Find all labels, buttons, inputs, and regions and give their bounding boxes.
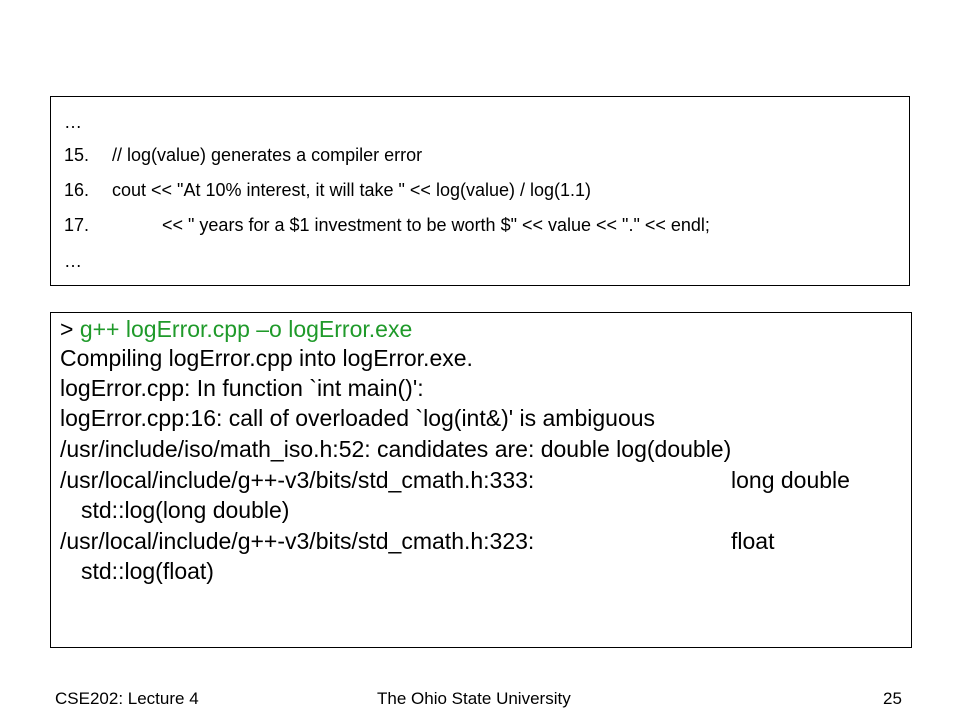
footer-course: CSE202: Lecture 4 (55, 689, 199, 708)
candidate-2-continuation: std::log(float) (81, 558, 214, 584)
code-line-15 (64, 144, 422, 166)
code-text: // log(value) generates a compiler error (112, 145, 423, 165)
code-text: << " years for a $1 investment to be worth $" << value << "." << endl; (112, 215, 710, 235)
output-line: Compiling logError.cpp into logError.exe. (60, 345, 473, 371)
candidate-1-location: /usr/local/include/g++-v3/bits/std_cmath.h:333: (60, 467, 535, 493)
code-line-16 (64, 179, 591, 201)
output-line: logError.cpp: In function `int main()': (60, 375, 424, 401)
candidate-2-location: /usr/local/include/g++-v3/bits/std_cmath.h:323: (60, 528, 535, 554)
prompt-symbol: > (60, 316, 74, 342)
ellipsis-top: … (64, 112, 82, 132)
line-number: 16. (64, 180, 90, 200)
terminal-command-line (60, 314, 412, 344)
output-line: /usr/include/iso/math_iso.h:52: candidates are: double log(double) (60, 436, 732, 462)
code-line-17 (64, 214, 710, 236)
compile-command: g++ logError.cpp –o logError.exe (79, 316, 413, 342)
ellipsis-bottom: … (64, 251, 82, 271)
candidate-1-type: long double (731, 467, 850, 493)
line-number: 15. (64, 145, 90, 165)
page-number: 25 (883, 689, 902, 708)
terminal-output-box (50, 312, 912, 648)
code-text: cout << "At 10% interest, it will take " << log(value) / log(1.1) (112, 180, 592, 200)
footer-institution: The Ohio State University (377, 689, 571, 708)
code-listing-box (50, 96, 910, 286)
output-line: logError.cpp:16: call of overloaded `log(int&)' is ambiguous (60, 405, 656, 431)
candidate-2-type: float (731, 528, 775, 554)
line-number: 17. (64, 215, 90, 235)
candidate-1-continuation: std::log(long double) (81, 497, 290, 523)
